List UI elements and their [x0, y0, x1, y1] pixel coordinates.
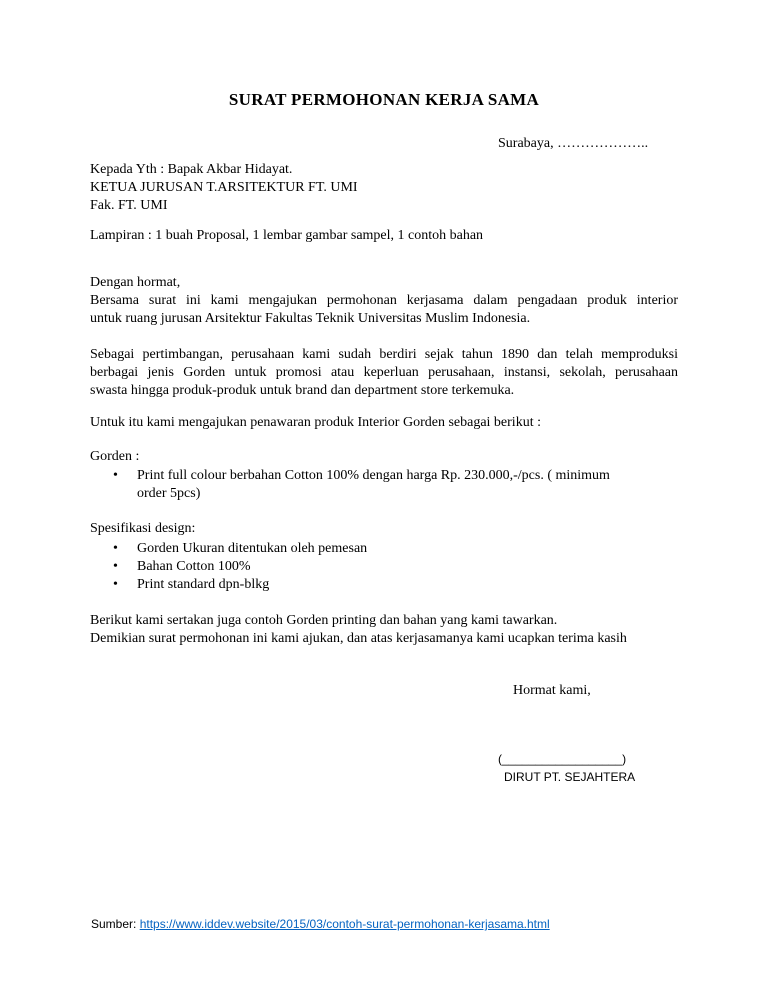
bullet-icon: •: [113, 577, 118, 592]
paragraph-2-line-3: swasta hingga produk-produk untuk brand dan department store terkemuka.: [90, 383, 515, 398]
paragraph-1-line-1: Bersama surat ini kami mengajukan permohonan kerjasama dalam pengadaan produk interior: [90, 293, 678, 308]
spec-heading: Spesifikasi design:: [90, 521, 196, 536]
letter-title: SURAT PERMOHONAN KERJA SAMA: [228, 90, 540, 109]
paragraph-2-line-1: Sebagai pertimbangan, perusahaan kami sudah berdiri sejak tahun 1890 dan telah memproduksi: [90, 347, 678, 362]
closing-line-1: Berikut kami sertakan juga contoh Gorden printing dan bahan yang kami tawarkan.: [90, 613, 558, 628]
bullet-icon: •: [113, 468, 118, 483]
source-label: Sumber:: [91, 917, 140, 931]
paragraph-3: Untuk itu kami mengajukan penawaran produk Interior Gorden sebagai berikut :: [90, 415, 541, 430]
regards: Hormat kami,: [513, 683, 591, 698]
paragraph-2-line-2: berbagai jenis Gorden untuk promosi atau keperluan perusahaan, instansi, sekolah, perusahaan: [90, 365, 678, 380]
gorden-item-line-1: Print full colour berbahan Cotton 100% dengan harga Rp. 230.000,-/pcs. ( minimum: [137, 468, 610, 483]
attachment-line: Lampiran : 1 buah Proposal, 1 lembar gambar sampel, 1 contoh bahan: [90, 228, 484, 243]
footer-source: [91, 917, 550, 931]
recipient-line-1: Kepada Yth : Bapak Akbar Hidayat.: [90, 162, 293, 177]
source-link[interactable]: https://www.iddev.website/2015/03/contoh-surat-permohonan-kerjasama.html: [139, 917, 550, 931]
spec-item: Gorden Ukuran ditentukan oleh pemesan: [137, 541, 368, 556]
recipient-line-3: Fak. FT. UMI: [90, 198, 168, 213]
bullet-icon: •: [113, 541, 118, 556]
place-date: Surabaya, ………………..: [498, 136, 649, 151]
paragraph-1-line-2: untuk ruang jurusan Arsitektur Fakultas Teknik Universitas Muslim Indonesia.: [90, 311, 531, 326]
gorden-heading: Gorden :: [90, 449, 140, 464]
spec-item: Bahan Cotton 100%: [137, 559, 251, 574]
bullet-icon: •: [113, 559, 118, 574]
spec-item: Print standard dpn-blkg: [137, 577, 270, 592]
gorden-item-line-2: order 5pcs): [137, 486, 201, 501]
closing-line-2: Demikian surat permohonan ini kami ajukan, dan atas kerjasamanya kami ucapkan terima kasih: [90, 631, 627, 646]
signature-blank: (__________________): [498, 752, 627, 766]
greeting: Dengan hormat,: [90, 275, 181, 290]
signature-role: DIRUT PT. SEJAHTERA: [504, 770, 636, 784]
recipient-line-2: KETUA JURUSAN T.ARSITEKTUR FT. UMI: [90, 180, 358, 195]
